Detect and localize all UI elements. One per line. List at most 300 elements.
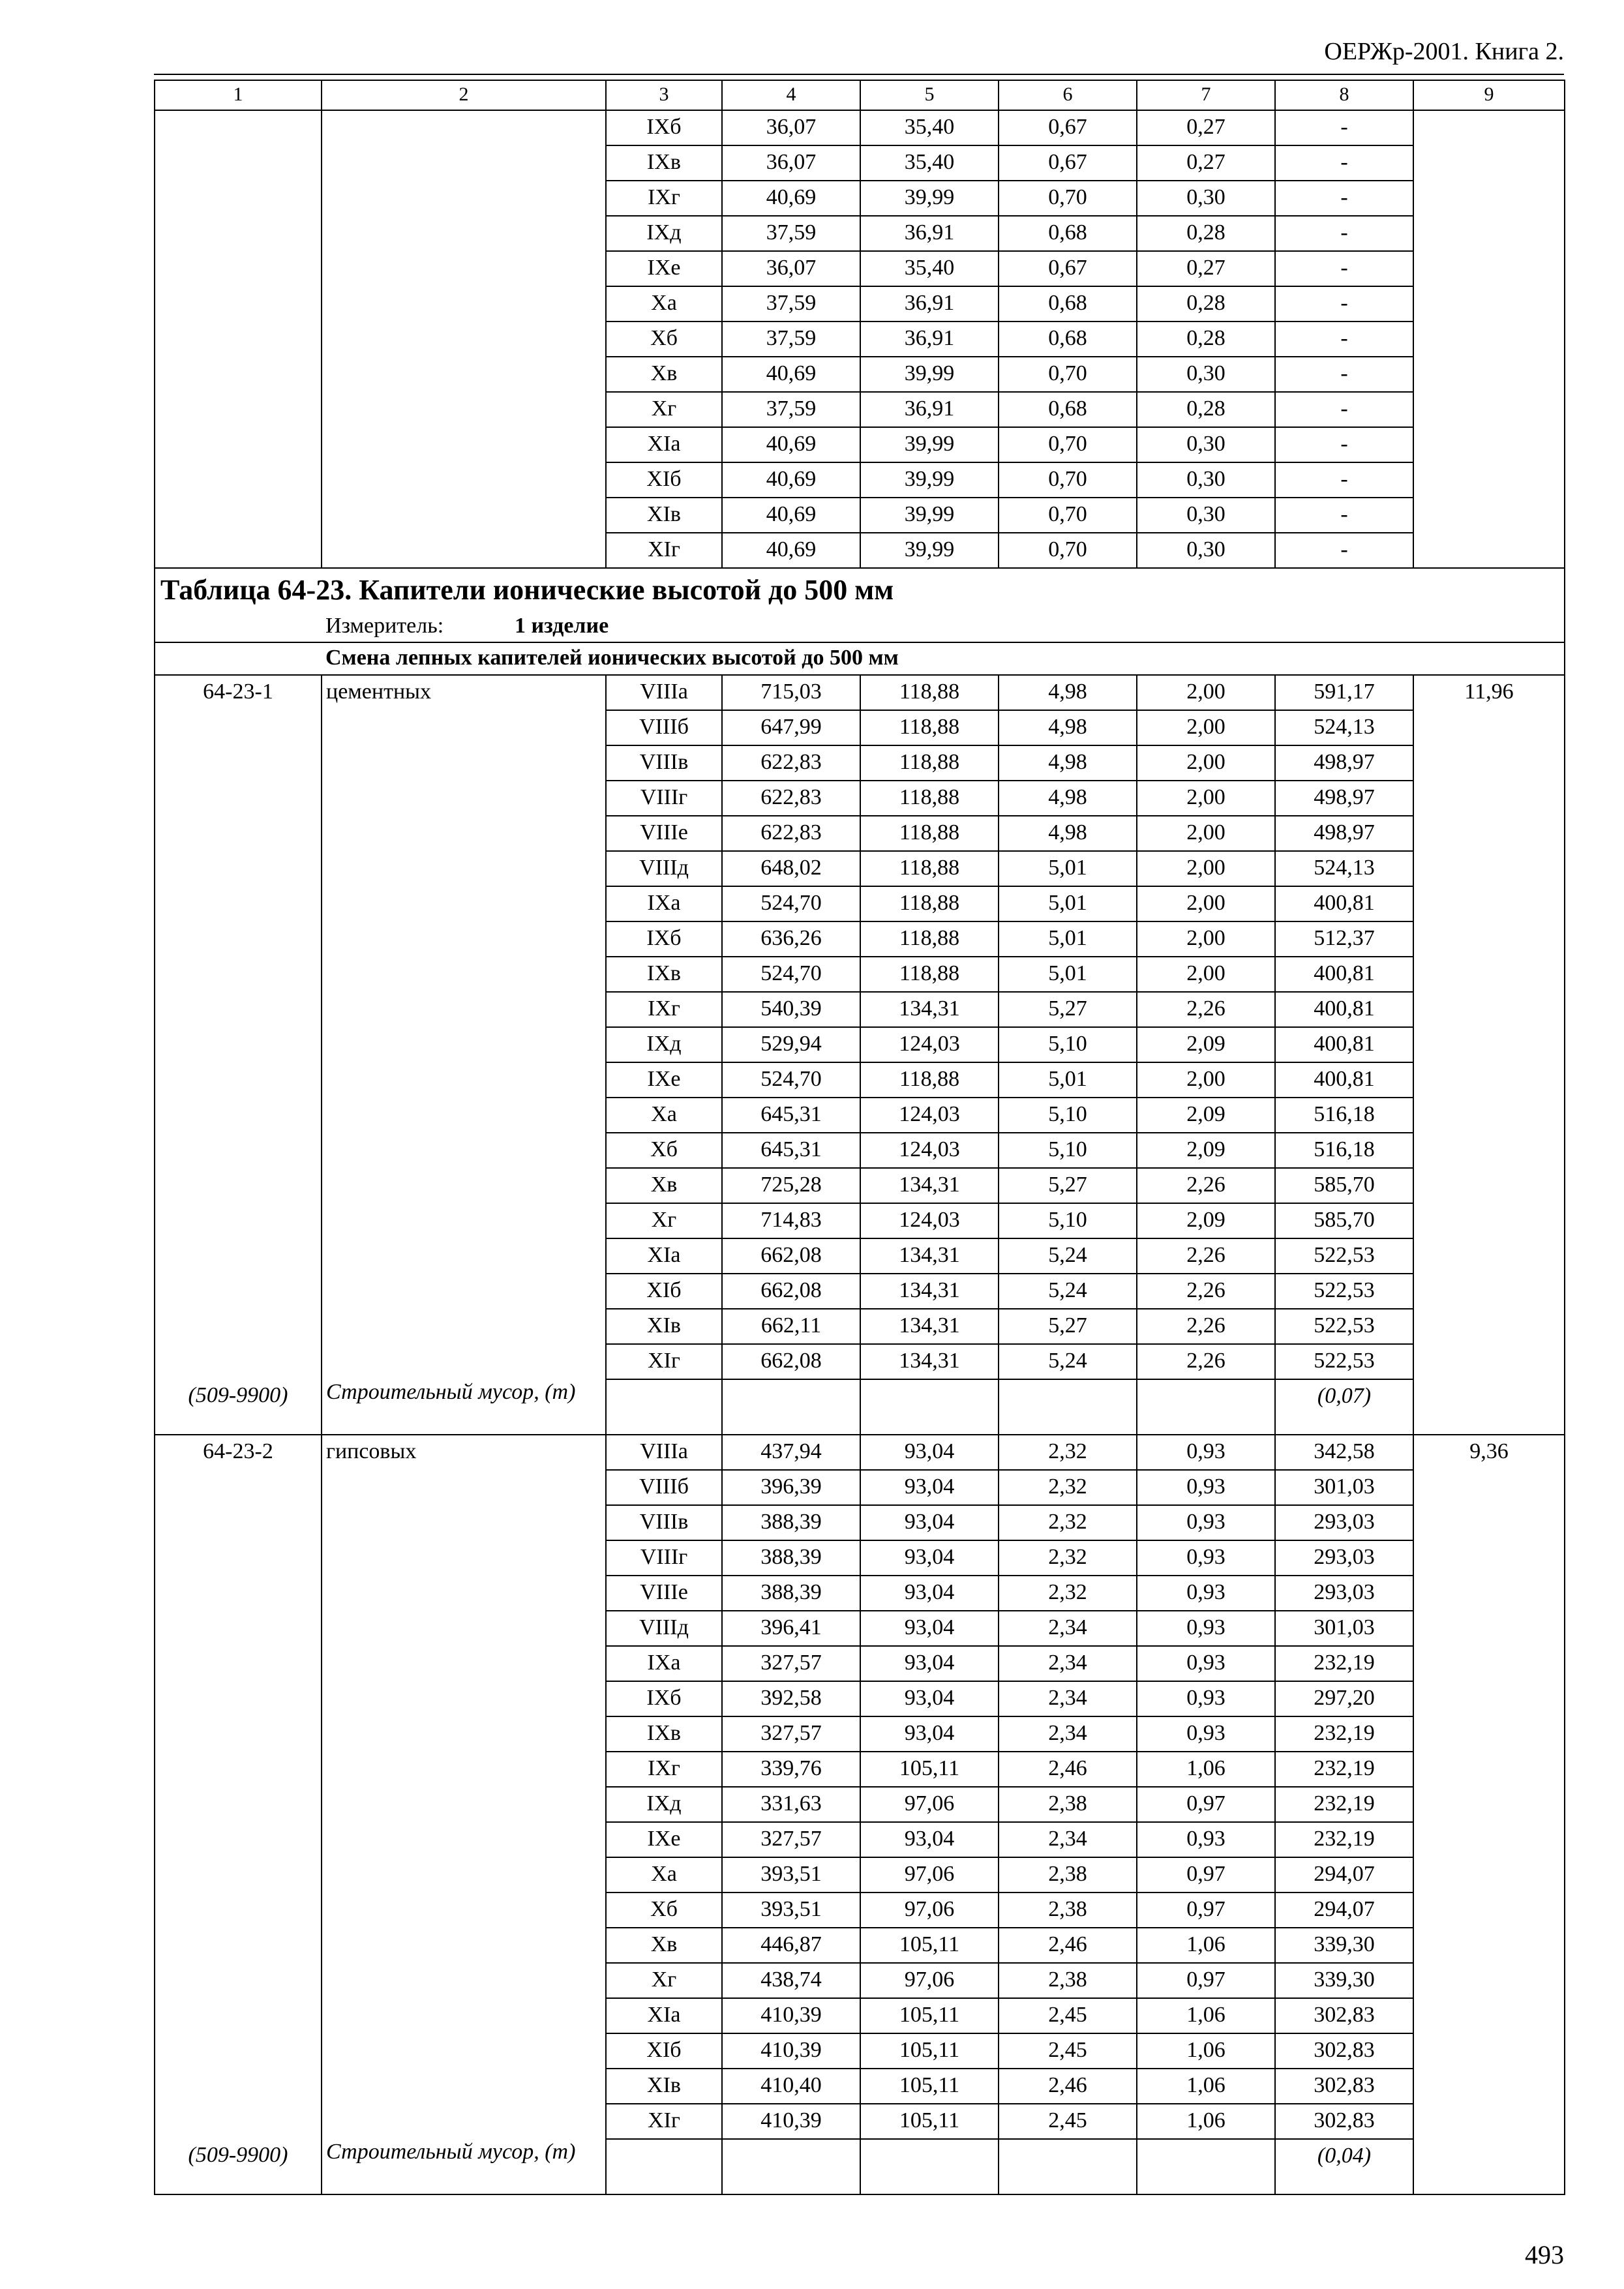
table-row [155,921,1565,957]
value-cell: 2,32 [999,1435,1137,1470]
name-cell-empty [322,816,606,851]
zone-cell: XIб [606,2033,722,2069]
value-cell: 39,99 [860,357,999,392]
table-row [155,1611,1565,1646]
table-row [155,2033,1565,2069]
col9-cell-empty [1413,1611,1565,1646]
value-cell: 5,01 [999,957,1137,992]
table-row [155,1752,1565,1787]
value-cell: 93,04 [860,1646,999,1681]
table-row [155,781,1565,816]
col9-cell-empty [1413,216,1565,251]
value-cell: 636,26 [722,921,860,957]
name-cell-empty [322,1470,606,1505]
waste-empty [722,1379,860,1435]
meter-spacer [155,612,322,642]
zone-cell: Xа [606,1098,722,1133]
code-cell-empty [155,851,322,886]
item-name: гипсовых [322,1435,606,1470]
value-cell: 585,70 [1275,1168,1413,1203]
value-cell: 36,07 [722,145,860,181]
column-number: 3 [606,80,722,110]
zone-cell: IXе [606,1062,722,1098]
value-cell: 662,08 [722,1274,860,1309]
value-cell: 662,11 [722,1309,860,1344]
col9-cell-empty [1413,1752,1565,1787]
value-cell: 134,31 [860,1344,999,1379]
col9-cell-empty [1413,1203,1565,1238]
value-cell: 1,06 [1137,2033,1275,2069]
name-cell-empty [322,181,606,216]
value-cell: 37,59 [722,286,860,322]
value-cell: 2,46 [999,1928,1137,1963]
value-cell: - [1275,357,1413,392]
name-cell-empty [322,533,606,568]
zone-cell: IXг [606,181,722,216]
table-row [155,745,1565,781]
value-cell: 0,93 [1137,1611,1275,1646]
code-cell-empty [155,1238,322,1274]
value-cell: 0,93 [1137,1540,1275,1576]
value-cell: 5,01 [999,1062,1137,1098]
value-cell: 5,10 [999,1098,1137,1133]
value-cell: 400,81 [1275,957,1413,992]
value-cell: 118,88 [860,851,999,886]
zone-cell: IXд [606,216,722,251]
table-row [155,1344,1565,1379]
value-cell: 327,57 [722,1716,860,1752]
table-row [155,1928,1565,1963]
value-cell: 2,00 [1137,1062,1275,1098]
table-row [155,1505,1565,1540]
value-cell: 97,06 [860,1787,999,1822]
zone-cell: XIг [606,533,722,568]
value-cell: 93,04 [860,1540,999,1576]
code-cell-empty [155,816,322,851]
value-cell: 516,18 [1275,1098,1413,1133]
name-cell-empty [322,781,606,816]
value-cell: 437,94 [722,1435,860,1470]
value-cell: 5,24 [999,1274,1137,1309]
column-number: 9 [1413,80,1565,110]
zone-cell: XIб [606,462,722,498]
zone-cell: VIIIд [606,1611,722,1646]
code-cell-empty [155,1822,322,1857]
value-cell: - [1275,498,1413,533]
value-cell: 97,06 [860,1857,999,1893]
value-cell: 93,04 [860,1716,999,1752]
waste-empty [722,2139,860,2194]
table-row [155,322,1565,357]
table-row [155,427,1565,462]
value-cell: 36,07 [722,110,860,145]
waste-row [155,2139,1565,2194]
table-row [155,1027,1565,1062]
waste-row [155,1379,1565,1435]
table-row [155,181,1565,216]
value-cell: 105,11 [860,1928,999,1963]
value-cell: 134,31 [860,1168,999,1203]
value-cell: 446,87 [722,1928,860,1963]
value-cell: 37,59 [722,322,860,357]
table-row [155,1963,1565,1998]
value-cell: 2,26 [1137,1238,1275,1274]
value-cell: 1,06 [1137,1998,1275,2033]
code-cell-empty [155,286,322,322]
col9-cell-empty [1413,1274,1565,1309]
value-cell: 0,93 [1137,1505,1275,1540]
column-number: 6 [999,80,1137,110]
value-cell: 0,70 [999,533,1137,568]
code-cell-empty [155,427,322,462]
value-cell: 118,88 [860,675,999,710]
table-row [155,1998,1565,2033]
value-cell: 39,99 [860,462,999,498]
value-cell: 2,32 [999,1540,1137,1576]
value-cell: 4,98 [999,710,1137,745]
value-cell: 392,58 [722,1681,860,1716]
code-cell-empty [155,1611,322,1646]
name-cell-empty [322,1716,606,1752]
name-cell-empty [322,2104,606,2139]
value-cell: 396,41 [722,1611,860,1646]
name-cell-empty [322,1963,606,1998]
item-name: цементных [322,675,606,710]
code-cell-empty [155,110,322,145]
value-cell: 0,93 [1137,1435,1275,1470]
value-cell: 0,30 [1137,357,1275,392]
value-cell: - [1275,462,1413,498]
table-row [155,533,1565,568]
col9-cell-empty [1413,1681,1565,1716]
code-cell-empty [155,1168,322,1203]
zone-cell: Xб [606,1893,722,1928]
value-cell: 0,93 [1137,1822,1275,1857]
code-cell-empty [155,498,322,533]
value-cell: 622,83 [722,816,860,851]
value-cell: 327,57 [722,1822,860,1857]
col9-cell-empty [1413,533,1565,568]
zone-cell: IXб [606,110,722,145]
value-cell: 0,27 [1137,251,1275,286]
price-table [154,80,1565,2195]
name-cell-empty [322,357,606,392]
value-cell: 591,17 [1275,675,1413,710]
value-cell: 118,88 [860,921,999,957]
col9-cell-empty [1413,957,1565,992]
value-cell: 400,81 [1275,992,1413,1027]
value-cell: 297,20 [1275,1681,1413,1716]
table-title-row [155,568,1565,612]
column-number: 2 [322,80,606,110]
name-cell-empty [322,1822,606,1857]
value-cell: 118,88 [860,957,999,992]
value-cell: 522,53 [1275,1344,1413,1379]
waste-empty [860,1379,999,1435]
zone-cell: VIIIб [606,1470,722,1505]
code-cell-empty [155,781,322,816]
col9-cell-empty [1413,181,1565,216]
code-cell-empty [155,145,322,181]
column-number-row [155,80,1565,110]
col9-cell-empty [1413,851,1565,886]
value-cell: 2,38 [999,1893,1137,1928]
col9-cell-empty [1413,1027,1565,1062]
code-cell-empty [155,1893,322,1928]
value-cell: 2,34 [999,1646,1137,1681]
value-cell: 524,70 [722,1062,860,1098]
value-cell: 2,46 [999,2069,1137,2104]
value-cell: 410,40 [722,2069,860,2104]
zone-cell: IXв [606,1716,722,1752]
value-cell: 622,83 [722,745,860,781]
code-cell-empty [155,1928,322,1963]
zone-cell: XIг [606,1344,722,1379]
value-cell: 4,98 [999,675,1137,710]
name-cell-empty [322,498,606,533]
column-number: 4 [722,80,860,110]
name-cell-empty [322,322,606,357]
value-cell: 339,76 [722,1752,860,1787]
value-cell: 37,59 [722,216,860,251]
code-cell-empty [155,322,322,357]
code-cell-empty [155,357,322,392]
table-row [155,1062,1565,1098]
name-cell-empty [322,145,606,181]
name-cell-empty [322,1027,606,1062]
name-cell-empty [322,957,606,992]
col9-cell-empty [1413,886,1565,921]
value-cell: 410,39 [722,2104,860,2139]
col9-cell-empty [1413,992,1565,1027]
value-cell: - [1275,533,1413,568]
value-cell: - [1275,181,1413,216]
code-cell-empty [155,1133,322,1168]
table-row [155,992,1565,1027]
value-cell: 393,51 [722,1893,860,1928]
value-cell: 118,88 [860,710,999,745]
value-cell: 2,26 [1137,1309,1275,1344]
col9-cell-empty [1413,357,1565,392]
name-cell-empty [322,1998,606,2033]
zone-cell: Xб [606,322,722,357]
table-row [155,462,1565,498]
col9-cell-empty [1413,1470,1565,1505]
name-cell-empty [322,1857,606,1893]
code-cell-empty [155,1344,322,1379]
value-cell: 0,67 [999,251,1137,286]
col9-cell-empty [1413,1963,1565,1998]
value-cell: 2,26 [1137,1168,1275,1203]
column-number: 1 [155,80,322,110]
value-cell: 1,06 [1137,2069,1275,2104]
name-cell-empty [322,886,606,921]
name-cell-empty [322,710,606,745]
value-cell: 118,88 [860,816,999,851]
item-code: 64-23-1 [155,675,322,710]
value-cell: 2,34 [999,1611,1137,1646]
table-row [155,1309,1565,1344]
waste-value: (0,07) [1275,1379,1413,1435]
zone-cell: XIа [606,1998,722,2033]
table-row [155,392,1565,427]
item-code: 64-23-2 [155,1435,322,1470]
table-subtitle: Смена лепных капителей ионических высотой до 500 мм [322,642,1565,675]
name-cell-empty [322,251,606,286]
name-cell-empty [322,1062,606,1098]
running-title: ОЕРЖр-2001. Книга 2. [1324,38,1564,65]
zone-cell: Xг [606,392,722,427]
value-cell: 0,30 [1137,181,1275,216]
waste-empty [606,1379,722,1435]
table-row [155,710,1565,745]
table-row [155,1435,1565,1470]
value-cell: 93,04 [860,1505,999,1540]
table-row [155,357,1565,392]
value-cell: 5,01 [999,886,1137,921]
value-cell: 36,07 [722,251,860,286]
value-cell: 2,34 [999,1822,1137,1857]
code-cell-empty [155,2033,322,2069]
code-cell-empty [155,1470,322,1505]
value-cell: 0,93 [1137,1716,1275,1752]
col9-cell-empty [1413,322,1565,357]
value-cell: 0,70 [999,427,1137,462]
code-cell-empty [155,745,322,781]
col9-cell-empty [1413,1344,1565,1379]
name-cell-empty [322,1681,606,1716]
value-cell: 388,39 [722,1540,860,1576]
value-cell: - [1275,392,1413,427]
column-number: 8 [1275,80,1413,110]
col9-cell-empty [1413,1928,1565,1963]
subtitle-row [155,642,1565,675]
col9-cell-empty [1413,1133,1565,1168]
zone-cell: Xг [606,1963,722,1998]
value-cell: 400,81 [1275,886,1413,921]
value-cell: 301,03 [1275,1611,1413,1646]
value-cell: 2,00 [1137,957,1275,992]
value-cell: 662,08 [722,1238,860,1274]
name-cell-empty [322,1238,606,1274]
value-cell: 0,68 [999,322,1137,357]
value-cell: 134,31 [860,1274,999,1309]
col9-cell-empty [1413,392,1565,427]
name-cell-empty [322,1928,606,1963]
value-cell: 40,69 [722,181,860,216]
value-cell: - [1275,145,1413,181]
value-cell: 342,58 [1275,1435,1413,1470]
waste-name: Строительный мусор, (т) [322,1379,606,1435]
value-cell: 0,70 [999,498,1137,533]
value-cell: 0,27 [1137,110,1275,145]
value-cell: - [1275,251,1413,286]
value-cell: 2,09 [1137,1027,1275,1062]
value-cell: 2,00 [1137,816,1275,851]
zone-cell: XIв [606,1309,722,1344]
value-cell: 2,00 [1137,781,1275,816]
table-row [155,1716,1565,1752]
col9-cell-empty [1413,110,1565,145]
value-cell: 0,27 [1137,145,1275,181]
name-cell-empty [322,1309,606,1344]
code-cell-empty [155,533,322,568]
page-number: 493 [1525,2240,1564,2269]
name-cell-empty [322,1344,606,1379]
name-cell-empty [322,1752,606,1787]
waste-code: (509-9900) [155,1379,322,1435]
value-cell: 35,40 [860,251,999,286]
value-cell: 40,69 [722,427,860,462]
zone-cell: IXв [606,145,722,181]
value-cell: 524,13 [1275,851,1413,886]
name-cell-empty [322,1540,606,1576]
zone-cell: IXе [606,251,722,286]
zone-cell: IXд [606,1027,722,1062]
name-cell-empty [322,1098,606,1133]
col9-cell-empty [1413,1505,1565,1540]
col9-cell-empty [1413,251,1565,286]
value-cell: 0,68 [999,286,1137,322]
name-cell-empty [322,1203,606,1238]
value-cell: 0,93 [1137,1470,1275,1505]
value-cell: 232,19 [1275,1822,1413,1857]
code-cell-empty [155,2069,322,2104]
value-cell: 339,30 [1275,1928,1413,1963]
header-rule [154,74,1564,75]
value-cell: 498,97 [1275,781,1413,816]
table-row [155,1168,1565,1203]
value-cell: - [1275,322,1413,357]
code-cell-empty [155,1203,322,1238]
value-cell: 714,83 [722,1203,860,1238]
table-row [155,2104,1565,2139]
table-row [155,110,1565,145]
value-cell: 118,88 [860,1062,999,1098]
value-cell: 393,51 [722,1857,860,1893]
value-cell: 36,91 [860,286,999,322]
value-cell: 0,28 [1137,286,1275,322]
value-cell: 93,04 [860,1576,999,1611]
value-cell: 93,04 [860,1681,999,1716]
value-cell: 97,06 [860,1963,999,1998]
value-cell: 331,63 [722,1787,860,1822]
table-row [155,1681,1565,1716]
col9-cell-empty [1413,1822,1565,1857]
value-cell: 5,10 [999,1133,1137,1168]
value-cell: - [1275,110,1413,145]
table-row [155,216,1565,251]
zone-cell: VIIIе [606,816,722,851]
table-row [155,1893,1565,1928]
value-cell: 40,69 [722,533,860,568]
value-cell: 648,02 [722,851,860,886]
value-cell: 0,30 [1137,427,1275,462]
value-cell: 540,39 [722,992,860,1027]
code-cell-empty [155,1309,322,1344]
value-cell: 522,53 [1275,1309,1413,1344]
zone-cell: Xг [606,1203,722,1238]
value-cell: 105,11 [860,2069,999,2104]
value-cell: - [1275,427,1413,462]
value-cell: 516,18 [1275,1133,1413,1168]
zone-cell: VIIIа [606,675,722,710]
value-cell: 232,19 [1275,1716,1413,1752]
value-cell: 232,19 [1275,1752,1413,1787]
value-cell: 396,39 [722,1470,860,1505]
col9-cell-empty [1413,498,1565,533]
value-cell: 410,39 [722,1998,860,2033]
